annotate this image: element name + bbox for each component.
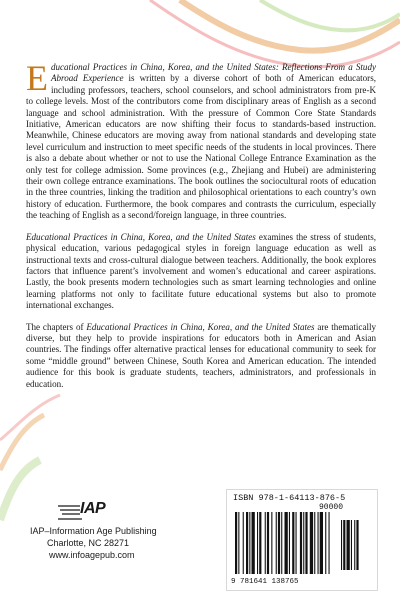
logo-lines-icon (56, 500, 82, 522)
logo-text: IAP (80, 500, 106, 517)
drop-cap: E (26, 58, 48, 98)
barcode-bar (271, 512, 272, 574)
addon-bar (354, 520, 355, 570)
barcode-bar (278, 512, 280, 574)
price-code: 90000 (319, 503, 344, 512)
barcode-bar (303, 512, 304, 574)
barcode-bar (235, 512, 237, 574)
paragraph-3-text: are thematically diverse, but they help to provide inspirations for educators both in American and Asian countries. The findings offer alternative practical lenses for educational community to seek for some “middle ground” between Chinese, South Korea and American education. The intended audience for this book is graduate students, teachers, administrators, and professionals in education. (26, 321, 377, 389)
barcode-bar (243, 512, 244, 574)
barcode-bar (296, 512, 297, 574)
barcode-bar (314, 512, 315, 574)
isbn-barcode (226, 489, 378, 591)
barcode-bar (318, 512, 319, 574)
barcode-bar (246, 512, 248, 574)
barcode-digits: 9 781641 138765 (231, 578, 299, 586)
barcode-bar (259, 512, 261, 574)
barcode-bar (281, 512, 282, 574)
paragraph-1-text: is written by a diverse cohort of both of American educators, including professors, teachers, school counselors, and school administrators from pre-K to college levels. Most of the contributors come from disciplinary areas of English as a second language and school administration. With the pressure of Common Core State Standards Initiative, American educators are now shifting their focus to standards-based instruction. Meanwhile, Chinese educators are moving away from national standards and developing state level curriculum and instruction to meet specific needs of the students in local provinces. There is also a debate about whether or not to use the National College Entrance Examination as the only test for college admission. Some provinces (e.g., Zhejiang and Hubei) are administering their own college entrance examinations. The book outlines the sociocultural roots of education in the three countries, linking the tradition and philosophical orientations to each country’s own history of education. Furthermore, the book compares and contrasts the curriculum, especially the teaching of English as a second/foreign language, in three countries. (26, 73, 376, 221)
publisher-info (30, 525, 170, 561)
publisher-city: Charlotte, NC 28271 (47, 538, 130, 548)
barcode-bar (285, 512, 288, 574)
barcode-bar (249, 512, 250, 574)
barcode-bar (305, 512, 307, 574)
barcode-bar (320, 512, 323, 574)
barcode-bar (238, 512, 239, 574)
book-title-italic: ducational Practices in China, Korea, and the United States: Reflections From a Study Abroad Experience (51, 62, 376, 84)
barcode-bar (310, 512, 313, 574)
isbn-text: ISBN 978-1-64113-876-5 (233, 493, 346, 503)
barcode-bar (252, 512, 255, 574)
barcode-bar (257, 512, 258, 574)
description-paragraph-1 (26, 58, 376, 222)
barcode-bar (300, 512, 302, 574)
addon-bar (343, 520, 345, 570)
addon-bar (356, 520, 358, 570)
book-title-italic-2: Educational Practices in China, Korea, and the United States (26, 231, 256, 242)
publisher-url: www.infoagepub.com (49, 550, 135, 560)
barcode-bar (276, 512, 277, 574)
barcode-bar (325, 512, 326, 574)
description-paragraph-3 (26, 322, 376, 390)
publisher-logo (56, 500, 118, 522)
barcode-bar (267, 512, 269, 574)
barcode-bar (292, 512, 294, 574)
book-title-italic-3: Educational Practices in China, Korea, and the United States (86, 321, 315, 332)
barcode-bar (329, 512, 330, 574)
barcode-bar (289, 512, 290, 574)
publisher-name: IAP–Information Age Publishing (30, 526, 157, 536)
description-paragraph-2 (26, 232, 376, 312)
addon-bar (351, 520, 352, 570)
addon-bar (341, 520, 342, 570)
addon-bar (347, 520, 350, 570)
barcode-bars-icon (233, 512, 371, 578)
paragraph-3-start: The chapters of (26, 321, 87, 332)
barcode-bar (265, 512, 266, 574)
book-description (26, 58, 377, 400)
paragraph-2-text: examines the stress of students, physical education, various pedagogical styles in foreign language education as well as instructional texts and cross-cultural dialogue between teachers. Additionally, the book explores factors that influence parent’s involvement and women’s educational and career aspirations. Lastly, the book presents modern technologies such as smart learning technologies and online learning platforms not only to facilitate future educational systems but also to promote international exchanges. (26, 231, 376, 311)
